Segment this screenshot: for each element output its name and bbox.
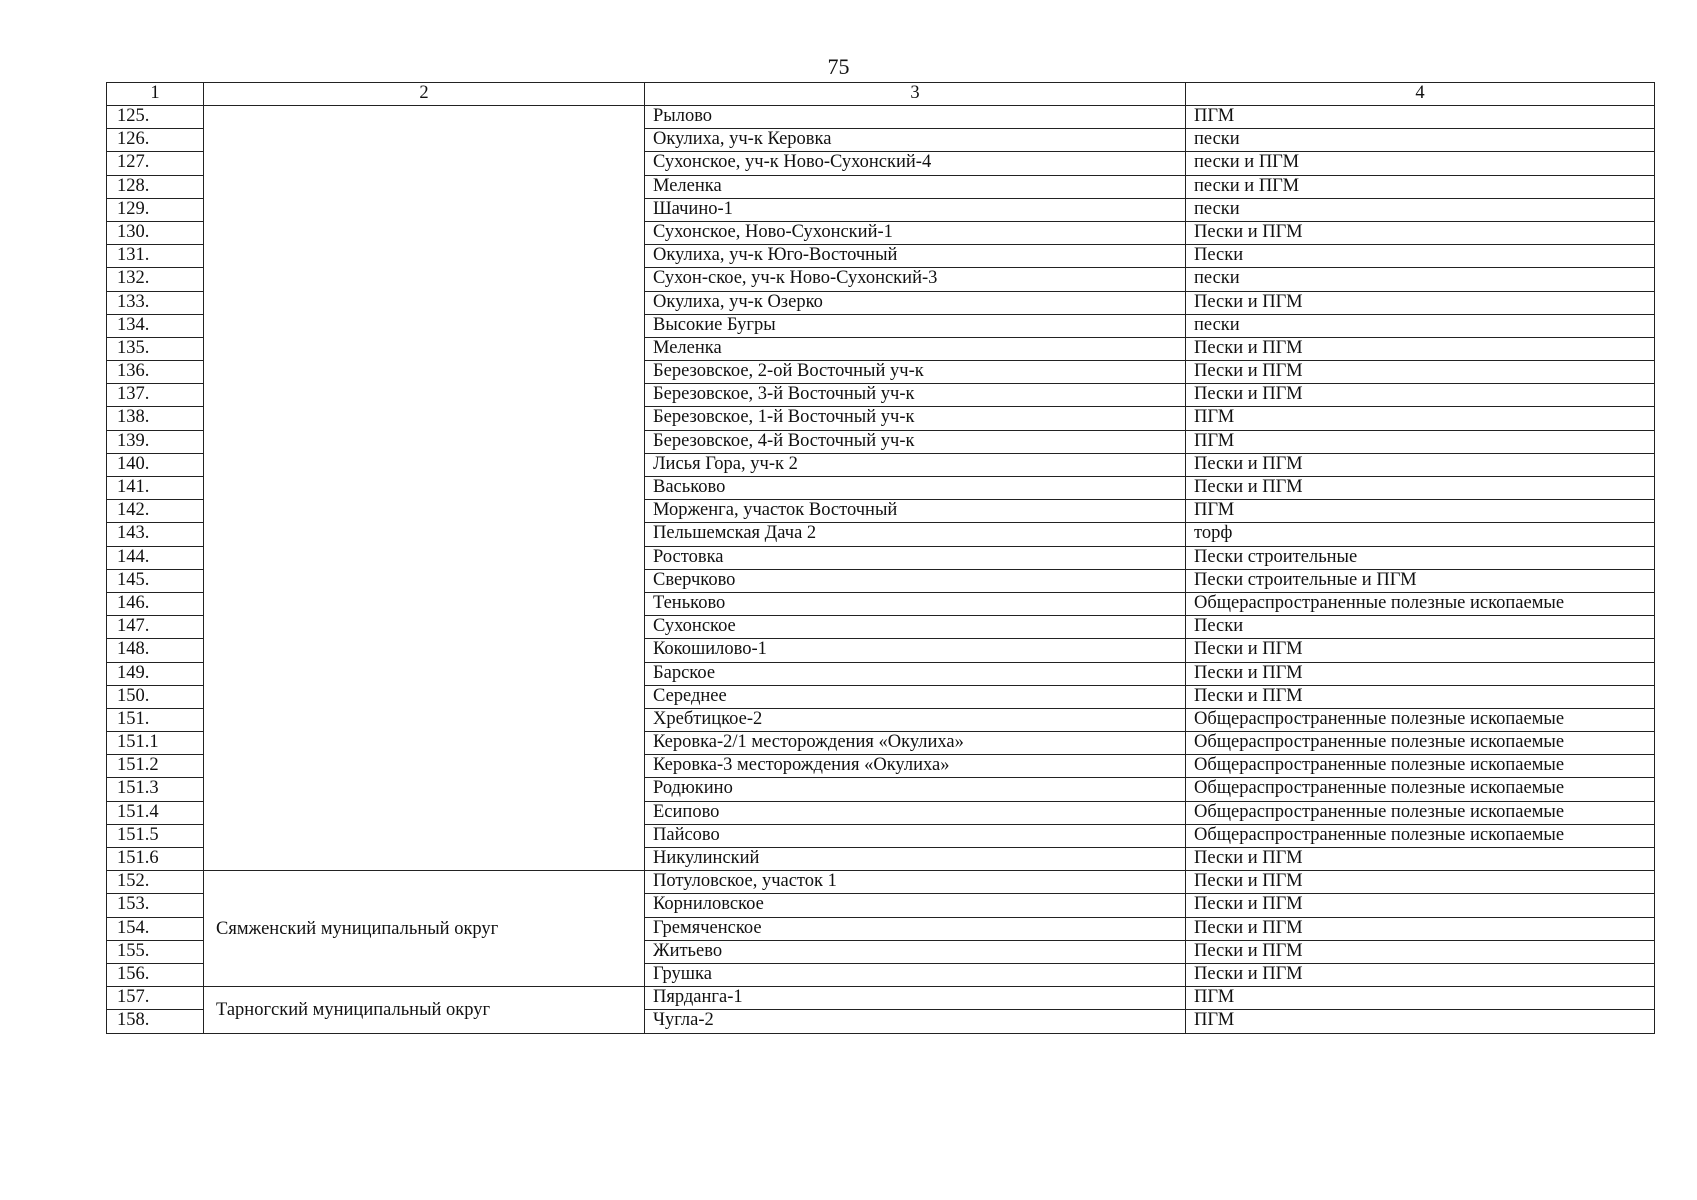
deposit-name: Шачино-1 [645,198,1186,221]
deposit-name: Никулинский [645,848,1186,871]
mineral-type: пески и ПГМ [1186,152,1655,175]
mineral-type: Общераспространенные полезные ископаемые [1186,592,1655,615]
row-number: 128. [107,175,204,198]
deposit-name: Кокошилово-1 [645,639,1186,662]
deposit-name: Морженга, участок Восточный [645,500,1186,523]
row-number: 139. [107,430,204,453]
deposit-name: Теньково [645,592,1186,615]
mineral-type: Пески и ПГМ [1186,221,1655,244]
mineral-type: Общераспространенные полезные ископаемые [1186,708,1655,731]
deposit-name: Сухонское, Ново-Сухонский-1 [645,221,1186,244]
row-number: 157. [107,987,204,1010]
row-number: 131. [107,245,204,268]
row-number: 151.1 [107,732,204,755]
row-number: 136. [107,361,204,384]
deposit-name: Меленка [645,337,1186,360]
district-cell: Сямженский муниципальный округ [204,871,645,987]
mineral-type: ПГМ [1186,407,1655,430]
table-row [107,106,1655,129]
row-number: 143. [107,523,204,546]
mineral-type: Пески и ПГМ [1186,963,1655,986]
deposits-table [106,82,1655,1034]
row-number: 149. [107,662,204,685]
deposit-name: Керовка-2/1 месторождения «Окулиха» [645,732,1186,755]
row-number: 126. [107,129,204,152]
deposit-name: Гремяченское [645,917,1186,940]
deposit-name: Середнее [645,685,1186,708]
row-number: 129. [107,198,204,221]
row-number: 138. [107,407,204,430]
mineral-type: ПГМ [1186,500,1655,523]
row-number: 148. [107,639,204,662]
mineral-type: Пески и ПГМ [1186,662,1655,685]
mineral-type: Пески и ПГМ [1186,940,1655,963]
deposit-name: Корниловское [645,894,1186,917]
mineral-type: Пески и ПГМ [1186,384,1655,407]
deposit-name: Сверчково [645,569,1186,592]
row-number: 145. [107,569,204,592]
deposit-name: Пайсово [645,824,1186,847]
deposit-name: Березовское, 2-ой Восточный уч-к [645,361,1186,384]
header-row [107,83,1655,106]
row-number: 140. [107,453,204,476]
mineral-type: Пески и ПГМ [1186,917,1655,940]
row-number: 147. [107,616,204,639]
row-number: 151. [107,708,204,731]
mineral-type: Пески и ПГМ [1186,894,1655,917]
mineral-type: ПГМ [1186,430,1655,453]
row-number: 151.4 [107,801,204,824]
row-number: 152. [107,871,204,894]
row-number: 153. [107,894,204,917]
deposit-name: Рылово [645,106,1186,129]
deposit-name: Сухонское, уч-к Ново-Сухонский-4 [645,152,1186,175]
header-col-1: 1 [107,83,204,106]
deposit-name: Потуловское, участок 1 [645,871,1186,894]
mineral-type: Пески [1186,245,1655,268]
table-header [107,83,1655,106]
deposit-name: Родюкино [645,778,1186,801]
row-number: 151.2 [107,755,204,778]
mineral-type: Пески и ПГМ [1186,337,1655,360]
mineral-type: пески [1186,314,1655,337]
deposit-name: Лисья Гора, уч-к 2 [645,453,1186,476]
mineral-type: Общераспространенные полезные ископаемые [1186,778,1655,801]
row-number: 141. [107,477,204,500]
deposit-name: Житьево [645,940,1186,963]
mineral-type: Пески и ПГМ [1186,453,1655,476]
mineral-type: Общераспространенные полезные ископаемые [1186,755,1655,778]
table-row [107,987,1655,1010]
header-col-2: 2 [204,83,645,106]
row-number: 125. [107,106,204,129]
deposit-name: Пярданга-1 [645,987,1186,1010]
district-cell: Тарногский муниципальный округ [204,987,645,1033]
mineral-type: Общераспространенные полезные ископаемые [1186,732,1655,755]
deposit-name: Керовка-3 месторождения «Окулиха» [645,755,1186,778]
deposit-name: Грушка [645,963,1186,986]
mineral-type: Пески и ПГМ [1186,291,1655,314]
deposit-name: Барское [645,662,1186,685]
row-number: 151.3 [107,778,204,801]
mineral-type: торф [1186,523,1655,546]
deposit-name: Меленка [645,175,1186,198]
row-number: 151.6 [107,848,204,871]
mineral-type: ПГМ [1186,1010,1655,1033]
row-number: 133. [107,291,204,314]
mineral-type: Пески строительные [1186,546,1655,569]
mineral-type: Пески и ПГМ [1186,477,1655,500]
row-number: 130. [107,221,204,244]
mineral-type: Пески и ПГМ [1186,848,1655,871]
mineral-type: ПГМ [1186,106,1655,129]
deposit-name: Окулиха, уч-к Керовка [645,129,1186,152]
mineral-type: Пески и ПГМ [1186,685,1655,708]
deposit-name: Сухон-ское, уч-к Ново-Сухонский-3 [645,268,1186,291]
table-row [107,871,1655,894]
deposit-name: Окулиха, уч-к Юго-Восточный [645,245,1186,268]
row-number: 155. [107,940,204,963]
mineral-type: пески [1186,268,1655,291]
row-number: 150. [107,685,204,708]
row-number: 151.5 [107,824,204,847]
deposit-name: Сухонское [645,616,1186,639]
row-number: 142. [107,500,204,523]
deposit-name: Есипово [645,801,1186,824]
deposit-name: Высокие Бугры [645,314,1186,337]
row-number: 132. [107,268,204,291]
deposit-name: Окулиха, уч-к Озерко [645,291,1186,314]
row-number: 144. [107,546,204,569]
row-number: 158. [107,1010,204,1033]
mineral-type: Общераспространенные полезные ископаемые [1186,801,1655,824]
table-body [107,106,1655,1034]
deposit-name: Пельшемская Дача 2 [645,523,1186,546]
mineral-type: Пески и ПГМ [1186,639,1655,662]
row-number: 134. [107,314,204,337]
deposit-name: Ростовка [645,546,1186,569]
page-number: 75 [827,54,850,79]
mineral-type: Пески и ПГМ [1186,871,1655,894]
row-number: 135. [107,337,204,360]
row-number: 156. [107,963,204,986]
row-number: 154. [107,917,204,940]
row-number: 146. [107,592,204,615]
deposit-name: Березовское, 1-й Восточный уч-к [645,407,1186,430]
deposit-name: Березовское, 4-й Восточный уч-к [645,430,1186,453]
mineral-type: пески и ПГМ [1186,175,1655,198]
mineral-type: ПГМ [1186,987,1655,1010]
deposit-name: Чугла-2 [645,1010,1186,1033]
district-cell [204,106,645,871]
deposit-name: Васьково [645,477,1186,500]
row-number: 127. [107,152,204,175]
row-number: 137. [107,384,204,407]
mineral-type: Пески и ПГМ [1186,361,1655,384]
header-col-3: 3 [645,83,1186,106]
mineral-type: Пески [1186,616,1655,639]
header-col-4: 4 [1186,83,1655,106]
mineral-type: пески [1186,129,1655,152]
mineral-type: Пески строительные и ПГМ [1186,569,1655,592]
mineral-type: Общераспространенные полезные ископаемые [1186,824,1655,847]
deposit-name: Березовское, 3-й Восточный уч-к [645,384,1186,407]
mineral-type: пески [1186,198,1655,221]
deposit-name: Хребтицкое-2 [645,708,1186,731]
